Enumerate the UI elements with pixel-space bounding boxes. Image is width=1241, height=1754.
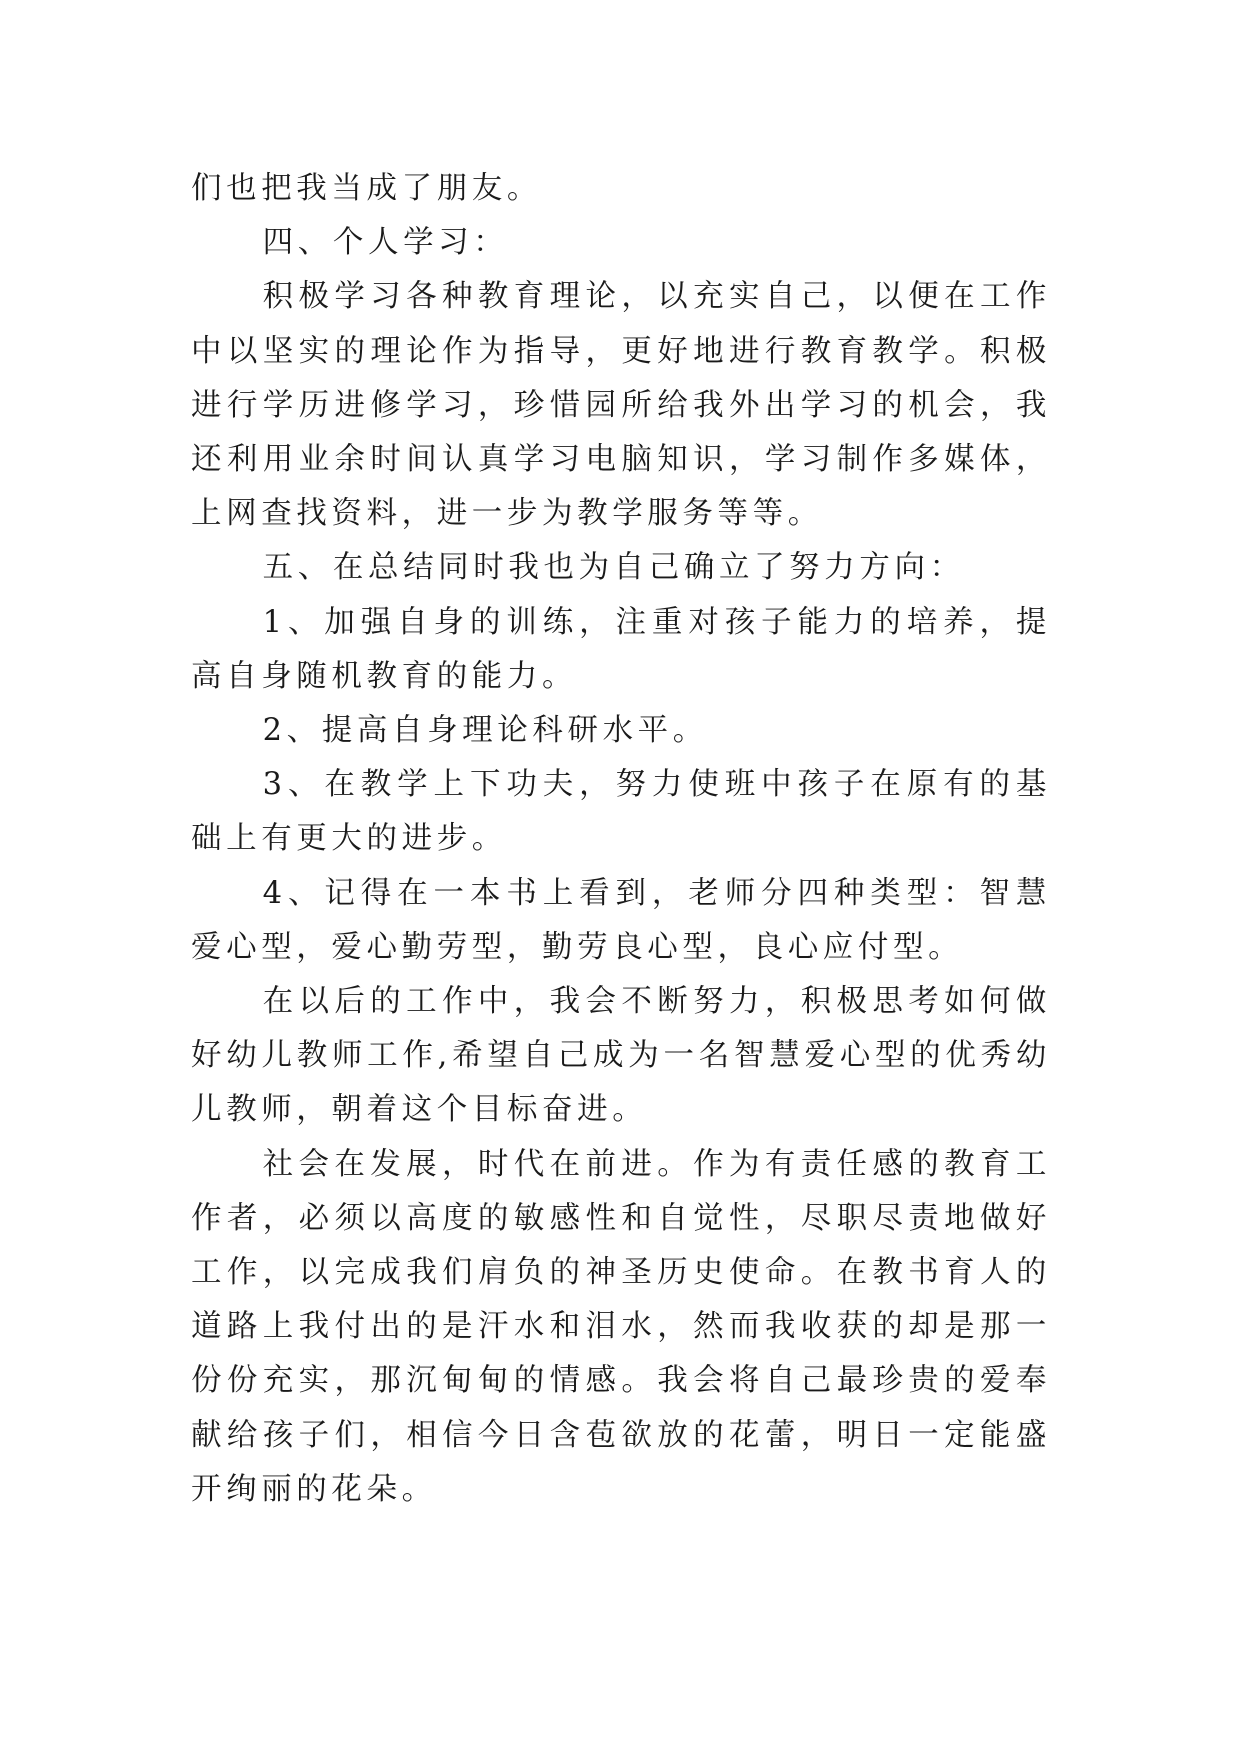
section-heading-directions: 五、在总结同时我也为自己确立了努力方向： (262, 550, 965, 586)
section-heading-personal-study: 四、个人学习： (262, 225, 509, 261)
paragraph-conclusion: 社会在发展，时代在前进。作为有责任感的教育工作者，必须以高度的敏感性和自觉性，尽职尽责地做好工作，以完成我们肩负的神圣历史使命。在教书育人的道路上我付出的是汗水和泪水，然而我收获的却是那一份份充实，那沉甸甸的情感。我会将自己最珍贵的爱奉献给孩子们，相信今日含苞欲放的花蕾，明日一定能盛开绚丽的花朵。 (191, 1146, 1051, 1507)
list-item-3: 3、在教学上下功夫，努力使班中孩子在原有的基础上有更大的进步。 (191, 767, 1051, 857)
list-item-1: 1、加强自身的训练，注重对孩子能力的培养，提高自身随机教育的能力。 (191, 604, 1051, 694)
paragraph-personal-study: 积极学习各种教育理论，以充实自己，以便在工作中以坚实的理论作为指导，更好地进行教育教学。积极进行学历进修学习，珍惜园所给我外出学习的机会，我还利用业余时间认真学习电脑知识，学习制作多媒体，上网查找资料，进一步为教学服务等等。 (191, 279, 1051, 532)
document-body (191, 162, 1051, 1517)
list-item-2: 2、提高自身理论科研水平。 (262, 713, 708, 749)
list-item-4: 4、记得在一本书上看到，老师分四种类型：智慧爱心型，爱心勤劳型，勤劳良心型，良心应付型。 (191, 875, 1051, 965)
paragraph-future-work: 在以后的工作中，我会不断努力，积极思考如何做好幼儿教师工作,希望自己成为一名智慧爱心型的优秀幼儿教师，朝着这个目标奋进。 (191, 984, 1051, 1128)
paragraph-continuation: 们也把我当成了朋友。 (191, 171, 542, 206)
